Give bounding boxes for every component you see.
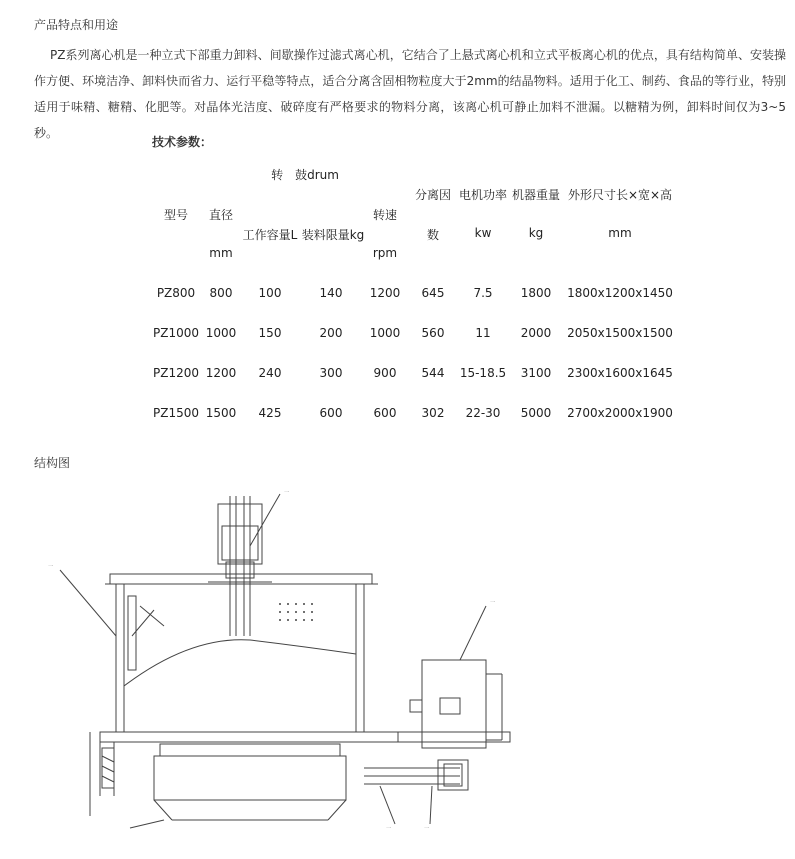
cell-load: 300: [319, 366, 343, 380]
cell-diameter: 1200: [205, 366, 237, 380]
cell-model: PZ800: [156, 286, 196, 300]
cell-weight: 1800: [520, 286, 552, 300]
params-title: 技术参数：: [152, 135, 213, 149]
cell-load: 200: [319, 326, 343, 340]
cell-diameter: 1500: [205, 406, 237, 420]
cell-power: 7.5: [473, 286, 493, 300]
cell-sep-factor: 560: [421, 326, 445, 340]
header-speed: 转速: [372, 208, 398, 222]
header-sep-factor-2: 数: [426, 228, 440, 242]
header-weight: 机器重量: [511, 188, 561, 202]
cell-power: 11: [475, 326, 491, 340]
cell-weight: 3100: [520, 366, 552, 380]
svg-text:一: 一: [386, 826, 392, 832]
header-diameter: 直径: [208, 208, 234, 222]
header-power: 电机功率: [458, 188, 508, 202]
cell-speed: 1200: [369, 286, 401, 300]
header-load: 装料限量kg: [301, 228, 365, 242]
cell-load: 600: [319, 406, 343, 420]
section-title-structure: 结构图: [34, 456, 71, 470]
cell-capacity: 425: [258, 406, 282, 420]
cell-dims: 2700x2000x1900: [567, 406, 673, 420]
header-drum: 转 鼓drum: [271, 168, 339, 182]
structure-diagram: [40, 486, 780, 856]
cell-model: PZ1000: [153, 326, 199, 340]
svg-text:一: 一: [284, 490, 290, 496]
header-dims-unit: mm: [608, 226, 632, 240]
cell-speed: 600: [373, 406, 397, 420]
svg-text:一: 一: [48, 564, 54, 570]
cell-dims: 1800x1200x1450: [567, 286, 673, 300]
header-model: 型号: [163, 208, 189, 222]
cell-sep-factor: 302: [421, 406, 445, 420]
header-diameter-unit: mm: [209, 246, 233, 260]
svg-text:一: 一: [424, 826, 430, 832]
header-dims: 外形尺寸长×宽×高: [567, 188, 673, 202]
intro-text: PZ系列离心机是一种立式下部重力卸料、间歇操作过滤式离心机，它结合了上悬式离心机和立式平板离心机的优点，具有结构简单、安装操作方便、环境洁净、卸料快而省力、运行平稳等特点，适合分离含固相物粒度大于2mm的结晶物料。适用于化工、制药、食品的等行业，特别适用于味精、糖精、化肥等。对晶体光洁度、破碎度有严格要求的物料分离，该离心机可静止加料不泄漏。以糖精为例，卸料时间仅为3~5秒。: [34, 48, 786, 140]
cell-diameter: 800: [209, 286, 233, 300]
cell-capacity: 100: [258, 286, 282, 300]
cell-sep-factor: 544: [421, 366, 445, 380]
cell-model: PZ1500: [153, 406, 199, 420]
cell-diameter: 1000: [205, 326, 237, 340]
cell-capacity: 150: [258, 326, 282, 340]
svg-text:一: 一: [490, 600, 496, 606]
cell-weight: 5000: [520, 406, 552, 420]
cell-speed: 1000: [369, 326, 401, 340]
header-speed-unit: rpm: [372, 246, 398, 260]
header-weight-unit: kg: [528, 226, 544, 240]
cell-power: 22-30: [465, 406, 501, 420]
header-capacity: 工作容量L: [242, 228, 298, 242]
cell-model: PZ1200: [153, 366, 199, 380]
header-sep-factor: 分离因: [414, 188, 452, 202]
cell-dims: 2300x1600x1645: [567, 366, 673, 380]
header-power-unit: kw: [474, 226, 492, 240]
cell-speed: 900: [373, 366, 397, 380]
cell-sep-factor: 645: [421, 286, 445, 300]
cell-weight: 2000: [520, 326, 552, 340]
intro-paragraph: [34, 42, 786, 146]
cell-load: 140: [319, 286, 343, 300]
cell-dims: 2050x1500x1500: [567, 326, 673, 340]
cell-power: 15-18.5: [459, 366, 507, 380]
cell-capacity: 240: [258, 366, 282, 380]
section-title-features: 产品特点和用途: [34, 18, 119, 32]
